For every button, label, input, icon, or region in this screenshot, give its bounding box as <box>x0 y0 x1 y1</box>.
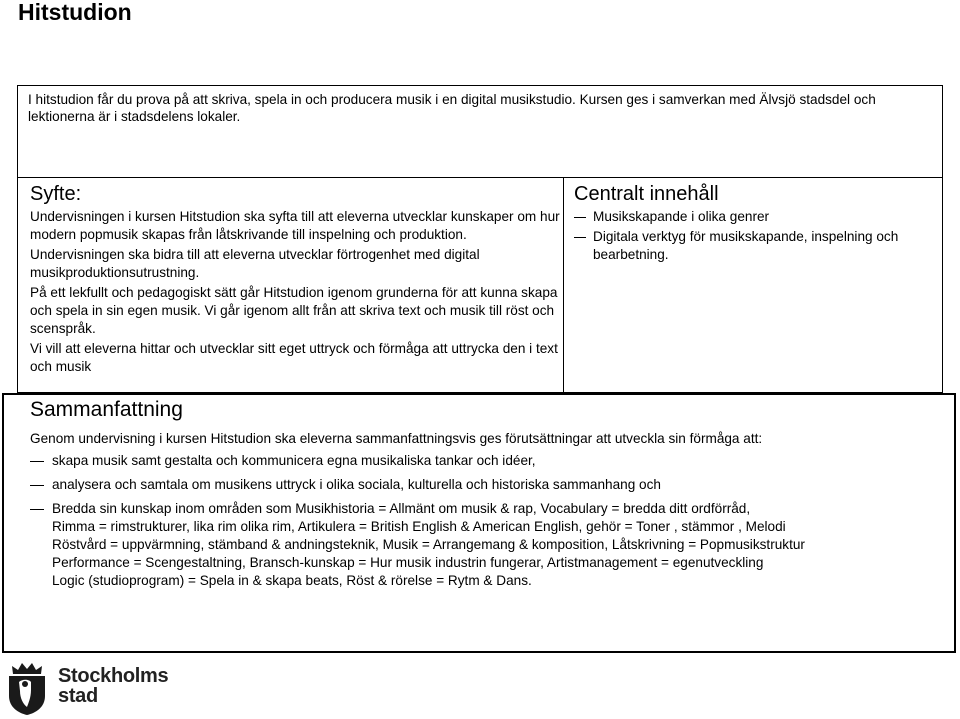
column-divider <box>563 178 564 392</box>
sammanfattning-heading: Sammanfattning <box>30 398 183 421</box>
syfte-section <box>30 181 560 378</box>
crown-shield-icon <box>4 660 50 716</box>
list-item: Digitala verktyg för musikskapande, inspelning och bearbetning. <box>574 228 934 264</box>
syfte-heading: Syfte: <box>30 183 82 205</box>
centralt-list <box>574 208 934 264</box>
syfte-paragraph: Undervisningen i kursen Hitstudion ska syfta till att eleverna utvecklar kunskaper om hur modern popmusik skapas från låtskrivande till inspelning och produktion. <box>30 209 560 242</box>
list-item-line: Logic (studioprogram) = Spela in & skapa beats, Röst & rörelse = Rytm & Dans. <box>52 573 532 588</box>
sammanfattning-intro: Genom undervisning i kursen Hitstudion ska eleverna sammanfattningsvis ges förutsättningar att utveckla sin förmåga att: <box>30 431 763 446</box>
list-item: skapa musik samt gestalta och kommunicera egna musikaliska tankar och idéer, <box>30 452 928 470</box>
list-item: analysera och samtala om musikens uttryck i olika sociala, kulturella och historiska sammanhang och <box>30 476 928 494</box>
logo-line: stad <box>58 685 98 707</box>
centralt-heading: Centralt innehåll <box>574 183 719 205</box>
list-item: Musikskapande i olika genrer <box>574 208 934 226</box>
list-item-line: Rimma = rimstrukturer, lika rim olika rim, Artikulera = British English & American English, gehör = Toner , stämmor , Melodi <box>52 519 786 534</box>
syfte-paragraph: På ett lekfullt och pedagogiskt sätt går Hitstudion igenom grunderna för att kunna skapa och spela in sin egen musik. Vi går igenom allt från att skriva text och musik till röst och scenspråk. <box>30 285 558 336</box>
list-item-line: Performance = Scengestaltning, Bransch-kunskap = Hur musik industrin fungerar, Artistmanagement = egenutveckling <box>52 555 764 570</box>
main-section <box>17 178 943 393</box>
logo-line: Stockholms <box>58 665 169 687</box>
intro-box <box>17 85 943 178</box>
list-item-line: Röstvård = uppvärmning, stämband & andningsteknik, Musik = Arrangemang & komposition, Låtskrivning = Popmusikstruktur <box>52 537 805 552</box>
logo-text <box>58 666 168 706</box>
sammanfattning-list <box>30 452 928 590</box>
stockholms-stad-logo <box>4 660 204 716</box>
list-item-line: Bredda sin kunskap inom områden som Musikhistoria = Allmänt om musik & rap, Vocabulary = bredda ditt ordförråd, <box>52 501 751 516</box>
sammanfattning-section <box>2 393 956 653</box>
centralt-innehall-section <box>574 181 934 266</box>
intro-text: I hitstudion får du prova på att skriva, spela in och producera musik i en digital musikstudio. Kursen ges i samverkan med Älvsjö stadsdel och lektionerna är i stadsdelens lokaler. <box>28 92 876 124</box>
syfte-paragraph: Vi vill att eleverna hittar och utvecklar sitt eget uttryck och förmåga att uttrycka den i text och musik <box>30 341 558 374</box>
syfte-paragraph: Undervisningen ska bidra till att eleverna utvecklar förtrogenhet med digital musikproduktionsutrustning. <box>30 247 480 280</box>
list-item <box>30 500 928 590</box>
page-title: Hitstudion <box>18 0 132 25</box>
